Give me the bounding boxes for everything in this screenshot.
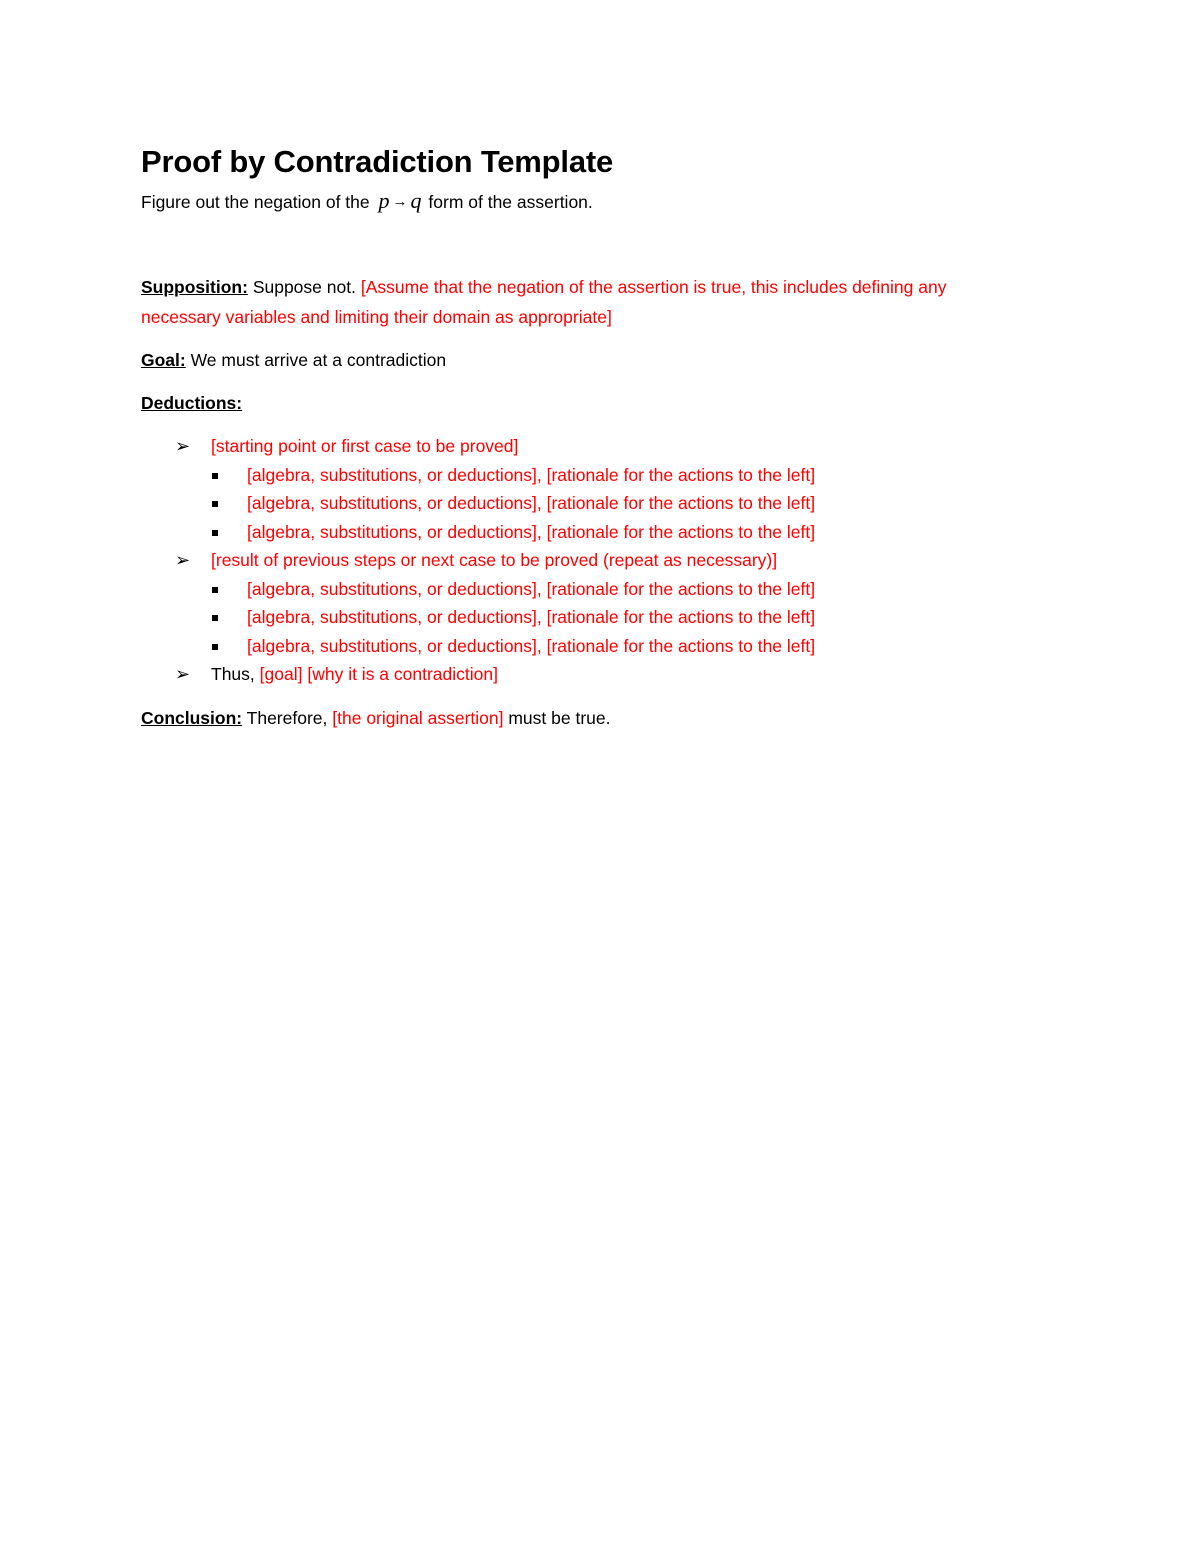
supposition-placeholder-line2: necessary variables and limiting their domain as appropriate] (141, 307, 612, 327)
deductions-list (141, 432, 1061, 689)
thus-why: [why it is a contradiction] (307, 664, 498, 684)
conclusion-before: Therefore, (246, 707, 328, 728)
math-q: q (410, 188, 422, 213)
goal-paragraph (141, 345, 1061, 375)
intro-text-after: form of the assertion. (428, 192, 593, 212)
square-bullet-icon (212, 473, 218, 479)
supposition-label: Supposition: (141, 277, 248, 297)
substep-text: [algebra, substitutions, or deductions], [rationale for the actions to the left] (247, 635, 816, 656)
square-bullet-icon (212, 615, 218, 621)
list-item (141, 432, 1061, 546)
list-item (141, 660, 1061, 689)
deductions-paragraph (141, 388, 1061, 418)
sub-list (211, 575, 1061, 661)
goal-label: Goal: (141, 350, 186, 370)
intro-paragraph (141, 188, 1061, 215)
list-item (141, 489, 1061, 518)
step-1-text: [starting point or first case to be proved] (211, 436, 519, 456)
intro-text-before: Figure out the negation of the (141, 192, 370, 212)
square-bullet-icon (212, 587, 218, 593)
arrow-bullet-icon: ➢ (175, 664, 191, 684)
conclusion-label: Conclusion: (141, 707, 243, 728)
document-title: Proof by Contradiction Template (141, 144, 614, 179)
thus-goal: [goal] (259, 664, 303, 684)
conclusion-placeholder: [the original assertion] (332, 707, 504, 728)
square-bullet-icon (212, 501, 218, 507)
sub-list (211, 461, 1061, 547)
arrow-bullet-icon: ➢ (175, 436, 191, 456)
list-item (141, 575, 1061, 604)
list-item (141, 518, 1061, 547)
thus-label: Thus, (211, 664, 255, 684)
conclusion-after: must be true. (508, 707, 611, 728)
conclusion-paragraph (141, 703, 1061, 733)
substep-text: [algebra, substitutions, or deductions], [rationale for the actions to the left] (247, 578, 816, 599)
list-item (141, 632, 1061, 661)
document-content (141, 140, 1061, 733)
supposition-paragraph (141, 272, 1061, 332)
implication-formula (379, 188, 422, 213)
square-bullet-icon (212, 644, 218, 650)
goal-text: We must arrive at a contradiction (190, 350, 447, 370)
step-2-text: [result of previous steps or next case to be proved (repeat as necessary)] (211, 550, 778, 570)
list-item (141, 546, 1061, 660)
deductions-label: Deductions: (141, 393, 243, 413)
supposition-placeholder-line1: [Assume that the negation of the assertion is true, this includes defining any (360, 277, 947, 297)
substep-text: [algebra, substitutions, or deductions], [rationale for the actions to the left] (247, 607, 816, 627)
substep-text: [algebra, substitutions, or deductions], [rationale for the actions to the left] (247, 464, 816, 485)
list-item (141, 603, 1061, 632)
substep-text: [algebra, substitutions, or deductions], [rationale for the actions to the left] (247, 493, 816, 513)
math-p: p (378, 188, 390, 213)
square-bullet-icon (212, 530, 218, 536)
arrow-bullet-icon: ➢ (175, 550, 191, 570)
substep-text: [algebra, substitutions, or deductions], [rationale for the actions to the left] (247, 521, 816, 542)
list-item (141, 461, 1061, 490)
supposition-text: Suppose not. (252, 277, 356, 297)
math-arrow: → (392, 194, 408, 210)
